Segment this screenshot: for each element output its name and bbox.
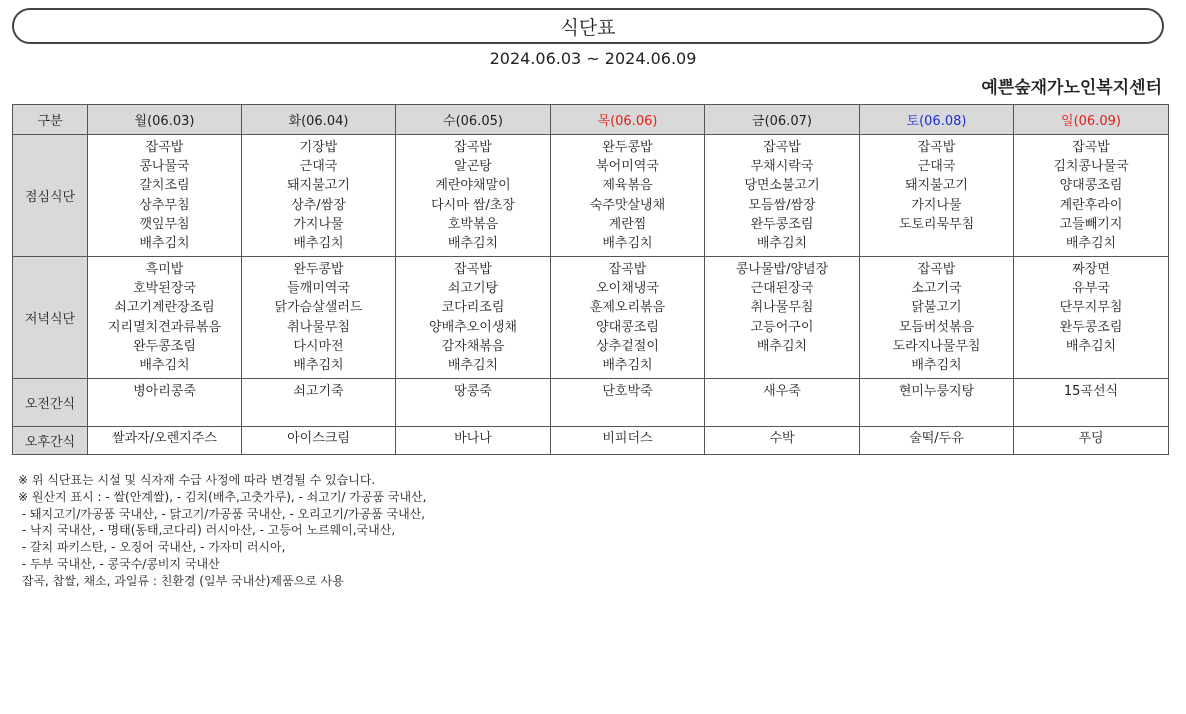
menu-item: 가지나물 [293, 216, 344, 232]
menu-item: 근대국 [299, 159, 338, 175]
header-label: 구분 [13, 105, 88, 135]
menu-item: 콩나물국 [139, 159, 190, 175]
menu-item: 근대된장국 [750, 281, 814, 297]
menu-item: 다시마 쌈/초장 [431, 197, 515, 213]
menu-item: 잡곡밥 [145, 140, 184, 155]
menu-item-list [1014, 135, 1168, 253]
menu-item: 양배추오이생채 [429, 319, 517, 335]
snack-cell [551, 427, 705, 455]
snack-item: 술떡/두유 [909, 431, 964, 446]
menu-item: 배추김치 [293, 236, 344, 252]
menu-item: 배추김치 [602, 236, 653, 252]
menu-item: 모듬버섯볶음 [898, 319, 975, 335]
menu-item: 들깨미역국 [287, 281, 350, 297]
menu-item: 콩나물밥/양념장 [735, 262, 829, 277]
snack-cell [860, 379, 1014, 427]
menu-item: 상추겉절이 [596, 338, 659, 354]
menu-item: 잡곡밥 [917, 140, 956, 155]
menu-cell [396, 135, 551, 257]
menu-item: 김치콩나물국 [1053, 159, 1129, 175]
day-header: 목(06.06) [551, 105, 705, 135]
menu-item: 완두콩밥 [293, 262, 344, 277]
menu-item: 기장밥 [299, 140, 338, 155]
menu-item: 돼지불고기 [287, 178, 350, 194]
snack-item: 단호박죽 [602, 384, 653, 399]
menu-item: 잡곡밥 [763, 140, 801, 155]
note-line: 잡곡, 찹쌀, 채소, 과일류 : 친환경 (일부 국내산)제품으로 사용 [18, 573, 344, 588]
menu-item: 고들빼기지 [1059, 216, 1123, 232]
row-label: 오후간식 [13, 427, 88, 455]
menu-cell [88, 257, 242, 379]
menu-item-list [860, 257, 1013, 375]
snack-item: 병아리콩죽 [133, 384, 196, 399]
menu-cell [860, 257, 1014, 379]
row-label: 저녁식단 [13, 257, 88, 379]
menu-item: 호박된장국 [133, 281, 196, 297]
menu-item-list [551, 135, 704, 253]
menu-item: 배추김치 [756, 338, 808, 354]
menu-cell [860, 135, 1014, 257]
menu-item: 지리멸치견과류볶음 [107, 319, 222, 335]
menu-item: 배추김치 [911, 358, 962, 374]
menu-item: 배추김치 [756, 236, 808, 252]
menu-item-list [396, 257, 550, 375]
menu-item: 잡곡밥 [1072, 140, 1110, 155]
menu-item: 단무지무침 [1059, 300, 1123, 316]
menu-item: 잡곡밥 [608, 262, 647, 277]
snack-row [13, 379, 1169, 427]
menu-item: 갈치조림 [139, 178, 190, 194]
snack-cell [551, 379, 705, 427]
menu-item: 코다리조림 [441, 300, 505, 316]
menu-item: 가지나물 [911, 197, 962, 213]
menu-item-list [242, 257, 395, 375]
menu-item-list [88, 135, 241, 253]
menu-item: 닭불고기 [911, 300, 962, 316]
menu-item: 훈제오리볶음 [589, 300, 666, 316]
snack-row [13, 427, 1169, 455]
menu-item: 오이채냉국 [596, 281, 659, 297]
snack-cell [88, 427, 242, 455]
menu-item: 북어미역국 [596, 159, 659, 175]
menu-item: 흑미밥 [145, 262, 184, 277]
menu-item: 계란후라이 [1059, 197, 1123, 213]
menu-cell [551, 257, 705, 379]
snack-cell [396, 379, 551, 427]
menu-item: 쇠고기탕 [447, 281, 499, 297]
menu-item-list [860, 135, 1013, 234]
organization-name: 예쁜숲재가노인복지센터 [981, 78, 1162, 98]
menu-item-list [242, 135, 395, 253]
menu-item: 소고기국 [911, 281, 962, 297]
menu-item: 깻잎무침 [139, 216, 190, 232]
menu-item: 취나물무침 [287, 319, 350, 335]
menu-item: 감자채볶음 [441, 338, 505, 354]
menu-item: 당면소불고기 [744, 178, 820, 194]
snack-item: 현미누룽지탕 [898, 384, 975, 399]
menu-item-list [705, 135, 859, 253]
menu-item: 배추김치 [447, 236, 499, 252]
note-line: ※ 원산지 표시 : - 쌀(안계쌀), - 김치(배추,고춧가루), - 쇠고기/ 가공품 국내산, [18, 489, 427, 504]
note-line: - 낙지 국내산, - 명태(동태,코다리) 러시아산, - 고등어 노르웨이,국내산, [18, 523, 396, 538]
menu-item: 숙주맛살냉채 [589, 197, 666, 213]
menu-item: 근대국 [917, 159, 956, 175]
menu-item: 알곤탕 [454, 159, 492, 175]
day-header: 월(06.03) [88, 105, 242, 135]
day-header: 금(06.07) [705, 105, 860, 135]
menu-item: 잡곡밥 [454, 140, 492, 155]
note-line: - 두부 국내산, - 콩국수/콩비지 국내산 [18, 556, 220, 571]
menu-item: 호박볶음 [447, 216, 499, 232]
menu-item: 닭가슴살샐러드 [274, 300, 363, 316]
menu-item: 쇠고기계란장조림 [114, 300, 215, 316]
snack-cell [705, 427, 860, 455]
menu-item: 도토리묵무침 [898, 216, 975, 232]
snack-cell [1014, 379, 1169, 427]
menu-item: 배추김치 [293, 358, 344, 374]
meal-row [13, 135, 1169, 257]
menu-item: 상추무침 [139, 197, 190, 213]
snack-item: 아이스크림 [287, 431, 350, 446]
menu-item: 배추김치 [447, 358, 499, 374]
menu-item: 잡곡밥 [454, 262, 492, 277]
menu-item: 제육볶음 [602, 178, 653, 194]
menu-item: 완두콩조림 [750, 216, 814, 232]
menu-item: 짜장면 [1072, 262, 1110, 277]
note-line: - 돼지고기/가공품 국내산, - 닭고기/가공품 국내산, - 오리고기/가공품 국내산, [18, 506, 426, 521]
day-header: 토(06.08) [860, 105, 1014, 135]
meal-row [13, 257, 1169, 379]
row-label: 점심식단 [13, 135, 88, 257]
menu-item: 계란야채말이 [435, 178, 511, 194]
note-line: ※ 위 식단표는 시설 및 식자재 수급 사정에 따라 변경될 수 있습니다. [18, 473, 376, 487]
menu-cell [396, 257, 551, 379]
note-line: - 갈치 파키스탄, - 오징어 국내산, - 가자미 러시아, [18, 540, 286, 555]
menu-item: 잡곡밥 [917, 262, 956, 277]
menu-item-list [551, 257, 704, 375]
menu-item: 배추김치 [139, 358, 190, 374]
snack-item: 쌀과자/오렌지주스 [112, 431, 217, 446]
menu-item-list [396, 135, 550, 253]
snack-item: 땅콩죽 [454, 384, 492, 399]
menu-cell [705, 257, 860, 379]
day-header: 일(06.09) [1014, 105, 1169, 135]
menu-item: 완두콩밥 [602, 140, 653, 155]
snack-cell [88, 379, 242, 427]
menu-item: 모듬쌈/쌈장 [748, 197, 816, 213]
snack-cell [242, 427, 396, 455]
menu-cell [88, 135, 242, 257]
menu-table [12, 104, 1169, 455]
menu-cell [242, 257, 396, 379]
menu-item: 취나물무침 [750, 300, 814, 316]
page-title: 식단표 [560, 16, 616, 39]
menu-item: 고등어구이 [750, 319, 814, 335]
date-range: 2024.06.03 ~ 2024.06.09 [489, 49, 697, 68]
menu-item: 양대콩조림 [1059, 178, 1123, 194]
menu-item: 배추김치 [139, 236, 190, 252]
snack-cell [396, 427, 551, 455]
snack-cell [1014, 427, 1169, 455]
menu-item: 계란찜 [608, 216, 647, 232]
menu-item-list [1014, 257, 1168, 356]
menu-item-list [88, 257, 241, 375]
menu-item: 배추김치 [1065, 236, 1117, 252]
snack-item: 15곡선식 [1063, 384, 1119, 399]
header-row [13, 105, 1169, 135]
menu-cell [1014, 257, 1169, 379]
menu-item: 배추김치 [1065, 338, 1117, 354]
snack-cell [705, 379, 860, 427]
menu-item: 배추김치 [602, 358, 653, 374]
notes-section [18, 472, 426, 590]
snack-item: 수박 [769, 431, 795, 446]
snack-cell [242, 379, 396, 427]
snack-item: 비피더스 [602, 431, 653, 446]
menu-item-list [705, 257, 859, 356]
snack-item: 바나나 [454, 431, 492, 446]
menu-item: 유부국 [1072, 281, 1110, 297]
snack-item: 푸딩 [1078, 431, 1104, 446]
menu-cell [551, 135, 705, 257]
menu-item: 다시마전 [293, 338, 344, 354]
menu-cell [1014, 135, 1169, 257]
title-banner [12, 8, 1164, 44]
snack-cell [860, 427, 1014, 455]
menu-item: 도라지나물무침 [892, 338, 981, 354]
menu-item: 양대콩조림 [596, 319, 659, 335]
menu-cell [705, 135, 860, 257]
menu-item: 돼지불고기 [905, 178, 968, 194]
snack-item: 새우죽 [763, 384, 801, 399]
menu-cell [242, 135, 396, 257]
menu-item: 상추/쌈장 [291, 197, 346, 213]
menu-item: 완두콩조림 [1059, 319, 1123, 335]
snack-item: 쇠고기죽 [293, 384, 344, 399]
menu-item: 완두콩조림 [133, 338, 196, 354]
menu-item: 무채시락국 [750, 159, 814, 175]
row-label: 오전간식 [13, 379, 88, 427]
day-header: 화(06.04) [242, 105, 396, 135]
day-header: 수(06.05) [396, 105, 551, 135]
